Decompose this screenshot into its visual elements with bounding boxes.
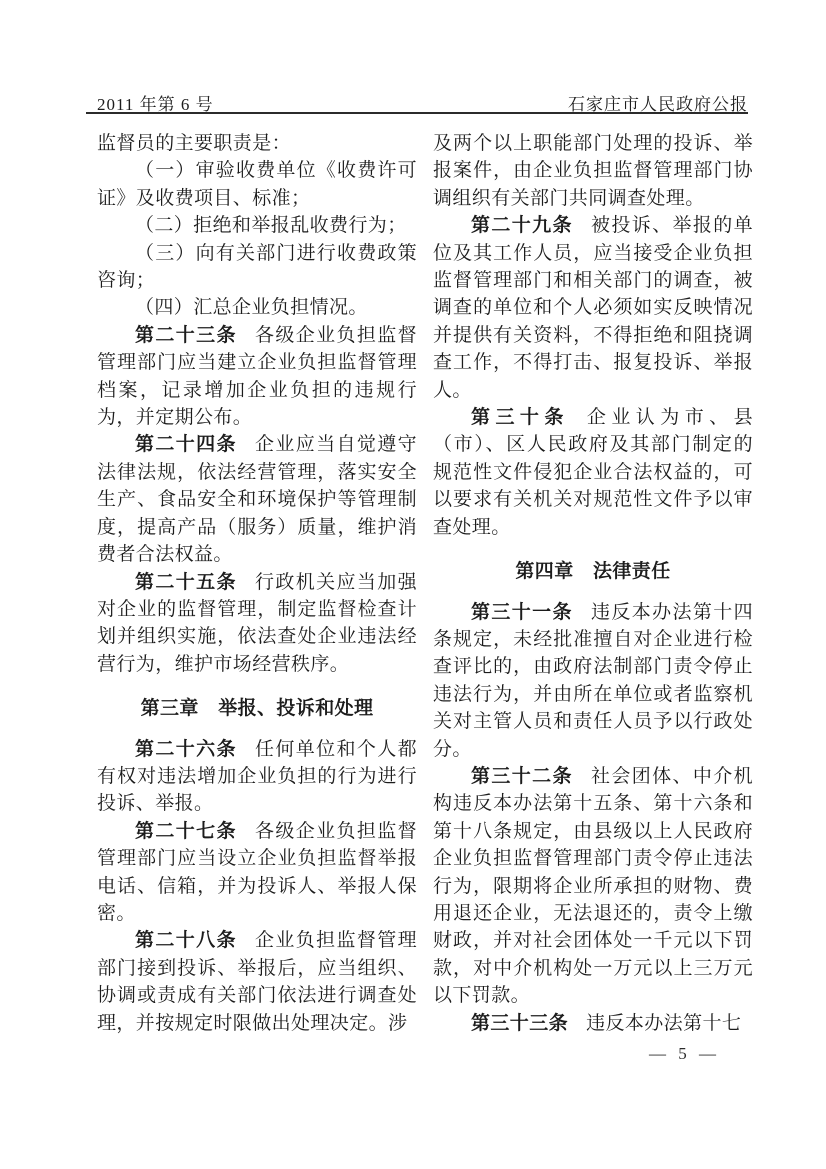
- article-number: 第三十一条: [471, 601, 573, 623]
- header-publication-title: 石家庄市人民政府公报: [568, 95, 748, 114]
- paragraph: 第二十三条 各级企业负担监督管理部门应当建立企业负担监督管理档案，记录增加企业负担的违规行为，并定期公布。: [97, 324, 417, 429]
- header-divider-rule: [86, 112, 748, 114]
- article-number: 第三十二条: [471, 765, 573, 787]
- paragraph: 第三十二条 社会团体、中介机构违反本办法第十五条、第十六条和第十八条规定，由县级以上人民政府企业负担监督管理部门责令停止违法行为，限期将企业所承担的财物、费用退还企业，无法退还的，责令上缴财政，并对社会团体处一千元以下罚款，对中介机构处一万元以上三万元以下罚款。: [433, 765, 753, 1007]
- article-number: 第二十三条: [135, 324, 237, 346]
- article-number: 第二十八条: [135, 930, 237, 952]
- paragraph: （三）向有关部门进行收费政策咨询；: [97, 242, 417, 292]
- paragraph: （一）审验收费单位《收费许可证》及收费项目、标准；: [97, 160, 417, 209]
- document-body: [97, 130, 753, 1037]
- article-number: 第二十四条: [135, 434, 237, 456]
- paragraph: 第二十九条 被投诉、举报的单位及其工作人员，应当接受企业负担监督管理部门和相关部门的调查，被调查的单位和个人必须如实反映情况并提供有关资料，不得拒绝和阻挠调查工作，不得打击、报复投诉、举报人。: [433, 215, 753, 401]
- paragraph: 监督员的主要职责是：: [97, 133, 292, 154]
- paragraph: 及两个以上职能部门处理的投诉、举报案件，由企业负担监督管理部门协调组织有关部门共同调查处理。: [433, 133, 753, 209]
- paragraph: 第二十七条 各级企业负担监督管理部门应当设立企业负担监督举报电话、信箱，并为投诉人、举报人保密。: [97, 820, 417, 924]
- paragraph: 第三十三条 违反本办法第十七: [471, 1012, 742, 1034]
- paragraph: （二）拒绝和举报乱收费行为；: [135, 215, 407, 237]
- chapter-heading: 第四章 法律责任: [515, 561, 671, 583]
- article-number: 第二十九条: [471, 215, 573, 237]
- article-number: 第二十五条: [135, 571, 237, 593]
- paragraph: 第二十五条 行政机关应当加强对企业的监督管理，制定监督检查计划并组织实施，依法查处企业违法经营行为，维护市场经营秩序。: [97, 571, 417, 675]
- paragraph: 第二十八条 企业负担监督管理部门接到投诉、举报后，应当组织、协调或责成有关部门依法进行调查处理，并按规定时限做出处理决定。涉: [97, 930, 417, 1034]
- left-column: [97, 130, 417, 1037]
- header-issue-number: 2011 年第 6 号: [97, 95, 214, 114]
- paragraph: （四）汇总企业负担情况。: [135, 297, 368, 319]
- paragraph: 第三十条 企业认为市、县（市）、区人民政府及其部门制定的规范性文件侵犯企业合法权益的，可以要求有关机关对规范性文件予以审查处理。: [433, 407, 753, 538]
- paragraph: 第三十一条 违反本办法第十四条规定，未经批准擅自对企业进行检查评比的，由政府法制部门责令停止违法行为，并由所在单位或者监察机关对主管人员和责任人员予以行政处分。: [433, 601, 753, 760]
- paragraph: 第二十六条 任何单位和个人都有权对违法增加企业负担的行为进行投诉、举报。: [97, 738, 417, 815]
- page-number: — 5 —: [649, 1044, 720, 1063]
- article-number: 第三十条: [471, 407, 569, 429]
- chapter-heading: 第三章 举报、投诉和处理: [140, 698, 374, 720]
- article-number: 第三十三条: [471, 1012, 569, 1034]
- paragraph: 第二十四条 企业应当自觉遵守法律法规，依法经营管理，落实安全生产、食品安全和环境保护等管理制度，提高产品（服务）质量，维护消费者合法权益。: [97, 434, 417, 566]
- right-column: [433, 130, 753, 1037]
- article-number: 第二十六条: [135, 738, 237, 760]
- article-number: 第二十七条: [135, 820, 237, 842]
